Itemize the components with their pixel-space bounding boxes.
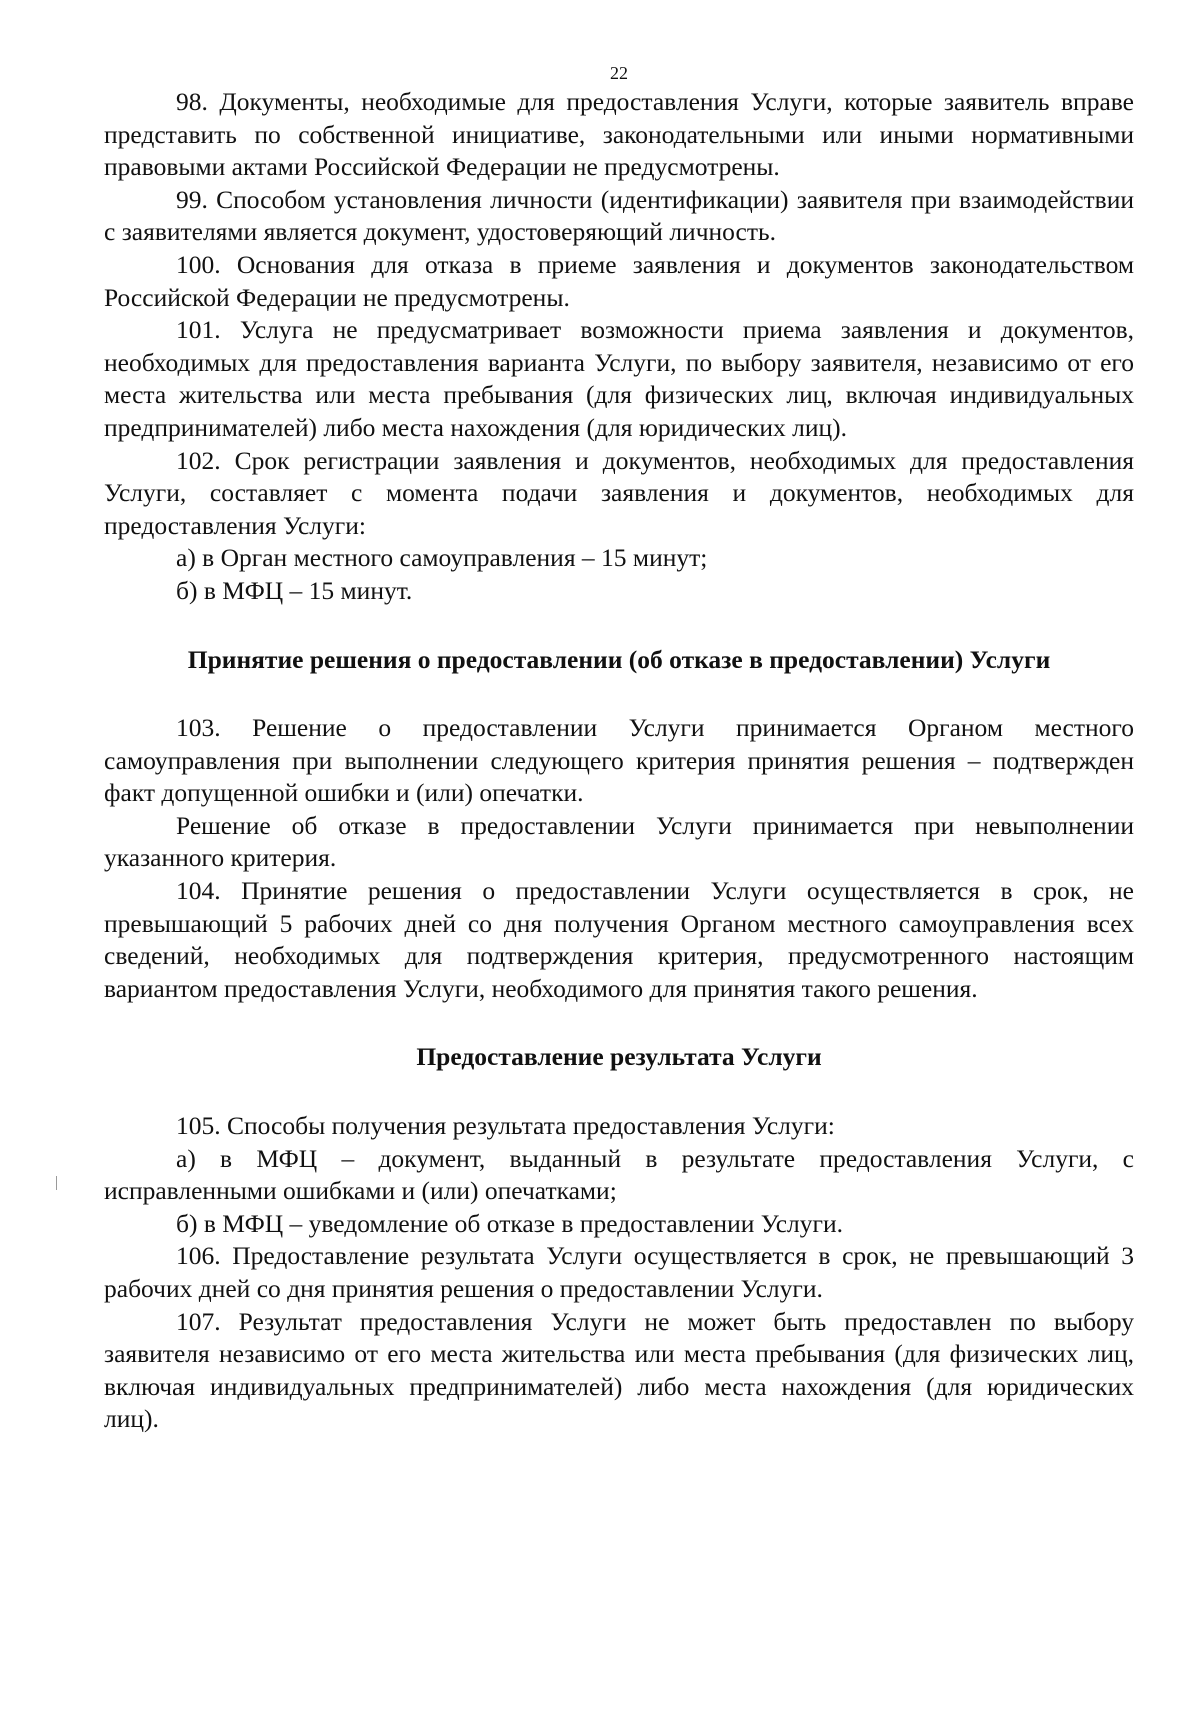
scan-artifact xyxy=(56,1176,57,1190)
document-body xyxy=(104,86,1134,1436)
paragraph-105-item-a: а) в МФЦ – документ, выданный в результате предоставления Услуги, с исправленными ошибками и (или) опечатками; xyxy=(104,1143,1134,1206)
paragraph-102: 102. Срок регистрации заявления и документов, необходимых для предоставления Услуги, составляет с момента подачи заявления и документов, необходимых для предоставления Услуги: xyxy=(104,445,1134,540)
paragraph-104: 104. Принятие решения о предоставлении Услуги осуществляется в срок, не превышающий 5 рабочих дней со дня получения Органом местного самоуправления всех сведений, необходимых для подтверждения критерия, предусмотренного настоящим вариантом предоставления Услуги, необходимого для принятия такого решения. xyxy=(104,876,1134,1003)
paragraph-102-item-a: а) в Орган местного самоуправления – 15 минут; xyxy=(176,543,708,573)
section-heading-result: Предоставление результата Услуги xyxy=(416,1042,822,1072)
paragraph-106: 106. Предоставление результата Услуги осуществляется в срок, не превышающий 3 рабочих дней со дня принятия решения о предоставлении Услуги. xyxy=(104,1241,1134,1303)
section-spacer xyxy=(104,676,1134,712)
paragraph-101: 101. Услуга не предусматривает возможности приема заявления и документов, необходимых для предоставления варианта Услуги, по выбору заявителя, независимо от его места жительства или места пребывания (для физических лиц, включая индивидуальных предпринимателей) либо места нахождения (для юридических лиц). xyxy=(104,315,1134,442)
paragraph-98: 98. Документы, необходимые для предоставления Услуги, которые заявитель вправе представить по собственной инициативе, законодательными или иными нормативными правовыми актами Российской Федерации не предусмотрены. xyxy=(104,87,1134,182)
section-spacer xyxy=(104,608,1134,644)
paragraph-99: 99. Способом установления личности (идентификации) заявителя при взаимодействии с заявителями является документ, удостоверяющий личность. xyxy=(104,184,1134,247)
page-number: 22 xyxy=(610,63,628,83)
paragraph-105-item-b: б) в МФЦ – уведомление об отказе в предоставлении Услуги. xyxy=(176,1208,843,1238)
paragraph-103-refusal: Решение об отказе в предоставлении Услуги принимается при невыполнении указанного критерия. xyxy=(104,810,1134,873)
paragraph-103: 103. Решение о предоставлении Услуги принимается Органом местного самоуправления при выполнении следующего критерия принятия решения – подтвержден факт допущенной ошибки и (или) опечатки. xyxy=(104,713,1134,808)
paragraph-105: 105. Способы получения результата предоставления Услуги: xyxy=(176,1111,835,1141)
paragraph-100: 100. Основания для отказа в приеме заявления и документов законодательством Российской Федерации не предусмотрены. xyxy=(104,249,1134,312)
section-spacer xyxy=(104,1074,1134,1110)
section-spacer xyxy=(104,1005,1134,1041)
paragraph-102-item-b: б) в МФЦ – 15 минут. xyxy=(176,575,413,605)
section-heading-decision: Принятие решения о предоставлении (об отказе в предоставлении) Услуги xyxy=(187,644,1051,674)
paragraph-107: 107. Результат предоставления Услуги не может быть предоставлен по выбору заявителя независимо от его места жительства или места пребывания (для физических лиц, включая индивидуальных предпринимателей) либо места нахождения (для юридических лиц). xyxy=(104,1306,1134,1434)
